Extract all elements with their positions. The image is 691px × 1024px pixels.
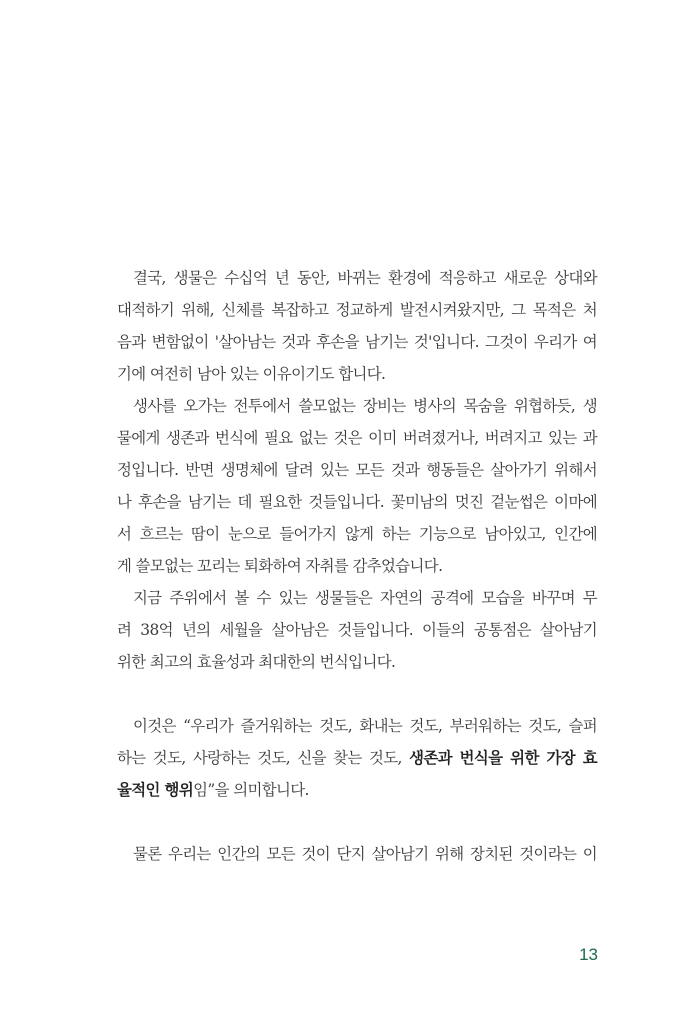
body-text <box>117 262 597 870</box>
text-line: 이것은 “우리가 즐거워하는 것도, 화내는 것도, 부러워하는 것도, 슬퍼 <box>133 717 597 735</box>
text-run: 임”을 의미합니다. <box>193 781 309 799</box>
paragraph-gap <box>117 806 597 838</box>
text-line: 위한 최고의 효율성과 최대한의 번식입니다. <box>117 653 396 671</box>
text-line: 기에 여전히 남아 있는 이유이기도 합니다. <box>117 365 386 383</box>
text-line: 생사를 오가는 전투에서 쓸모없는 장비는 병사의 목숨을 위협하듯, 생 <box>133 397 597 415</box>
text-line: 지금 주위에서 볼 수 있는 생물들은 자연의 공격에 모습을 바꾸며 무 <box>133 589 597 607</box>
text-line: 물에게 생존과 번식에 필요 없는 것은 이미 버려졌거나, 버려지고 있는 과 <box>117 429 597 447</box>
paragraph-gap <box>117 678 597 710</box>
emphasis-text: 생존과 번식을 위한 가장 효 <box>409 749 597 767</box>
text-line: 정입니다. 반면 생명체에 달려 있는 모든 것과 행동들은 살아가기 위해서 <box>117 461 597 479</box>
text-line <box>117 742 597 774</box>
emphasis-text: 율적인 행위 <box>117 781 194 799</box>
page-number: 13 <box>579 945 598 964</box>
text-line: 나 후손을 남기는 데 필요한 것들입니다. 꽃미남의 멋진 겉눈썹은 이마에 <box>117 493 597 511</box>
text-line: 서 흐르는 땀이 눈으로 들어가지 않게 하는 기능으로 남아있고, 인간에 <box>117 525 597 543</box>
text-line: 물론 우리는 인간의 모든 것이 단지 살아남기 위해 장치된 것이라는 이 <box>133 845 597 863</box>
text-line: 음과 변함없이 '살아남는 것과 후손을 남기는 것'입니다. 그것이 우리가 여 <box>117 333 597 351</box>
text-line: 결국, 생물은 수십억 년 동안, 바뀌는 환경에 적응하고 새로운 상대와 <box>133 269 597 287</box>
text-run: 하는 것도, 사랑하는 것도, 신을 찾는 것도, <box>117 749 410 767</box>
text-line <box>117 774 597 806</box>
text-line: 려 38억 년의 세월을 살아남은 것들입니다. 이들의 공통점은 살아남기 <box>117 621 597 639</box>
text-line: 대적하기 위해, 신체를 복잡하고 정교하게 발전시켜왔지만, 그 목적은 처 <box>117 301 597 319</box>
text-line: 게 쓸모없는 꼬리는 퇴화하여 자취를 감추었습니다. <box>117 557 443 575</box>
